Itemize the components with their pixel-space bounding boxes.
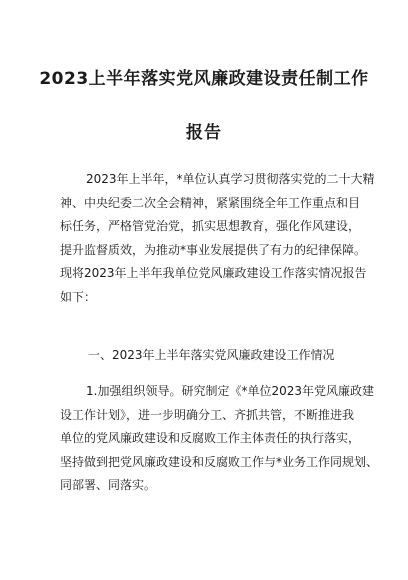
- intro-paragraph: [60, 168, 375, 309]
- paragraph-line: 坚持做到把党风廉政建设和反腐败工作与*业务工作同规划、: [60, 454, 379, 469]
- paragraph-line: 标任务，严格管党治党，抓实思想教育，强化作风建设，: [60, 219, 361, 233]
- paragraph-line: 1.加强组织领导。研究制定《*单位2023年党风廉政建: [86, 384, 374, 398]
- paragraph-line: 现将2023年上半年我单位党风廉政建设工作落实情况报告: [60, 266, 367, 280]
- item-1-paragraph: [60, 380, 379, 498]
- paragraph-line: 如下：: [60, 289, 97, 304]
- paragraph-line: 提升监督质效，为推动*事业发展提供了有力的纪律保障。: [60, 242, 367, 257]
- paragraph-line: 神、中央纪委二次全会精神，紧紧围绕全年工作重点和目: [60, 195, 361, 210]
- paragraph-line: 同部署、同落实。: [60, 478, 157, 492]
- paragraph-line: 单位的党风廉政建设和反腐败工作主体责任的执行落实，: [60, 431, 361, 445]
- section-heading: 一、2023年上半年落实党风廉政建设工作情况: [88, 348, 335, 362]
- document-title-continued: 报告: [186, 123, 222, 143]
- document-title: 2023上半年落实党风廉政建设责任制工作: [39, 69, 369, 89]
- paragraph-line: 2023年上半年，*单位认真学习贯彻落实党的二十大精: [86, 172, 375, 186]
- paragraph-line: 设工作计划》，进一步明确分工、齐抓共管，不断推进我: [60, 407, 355, 422]
